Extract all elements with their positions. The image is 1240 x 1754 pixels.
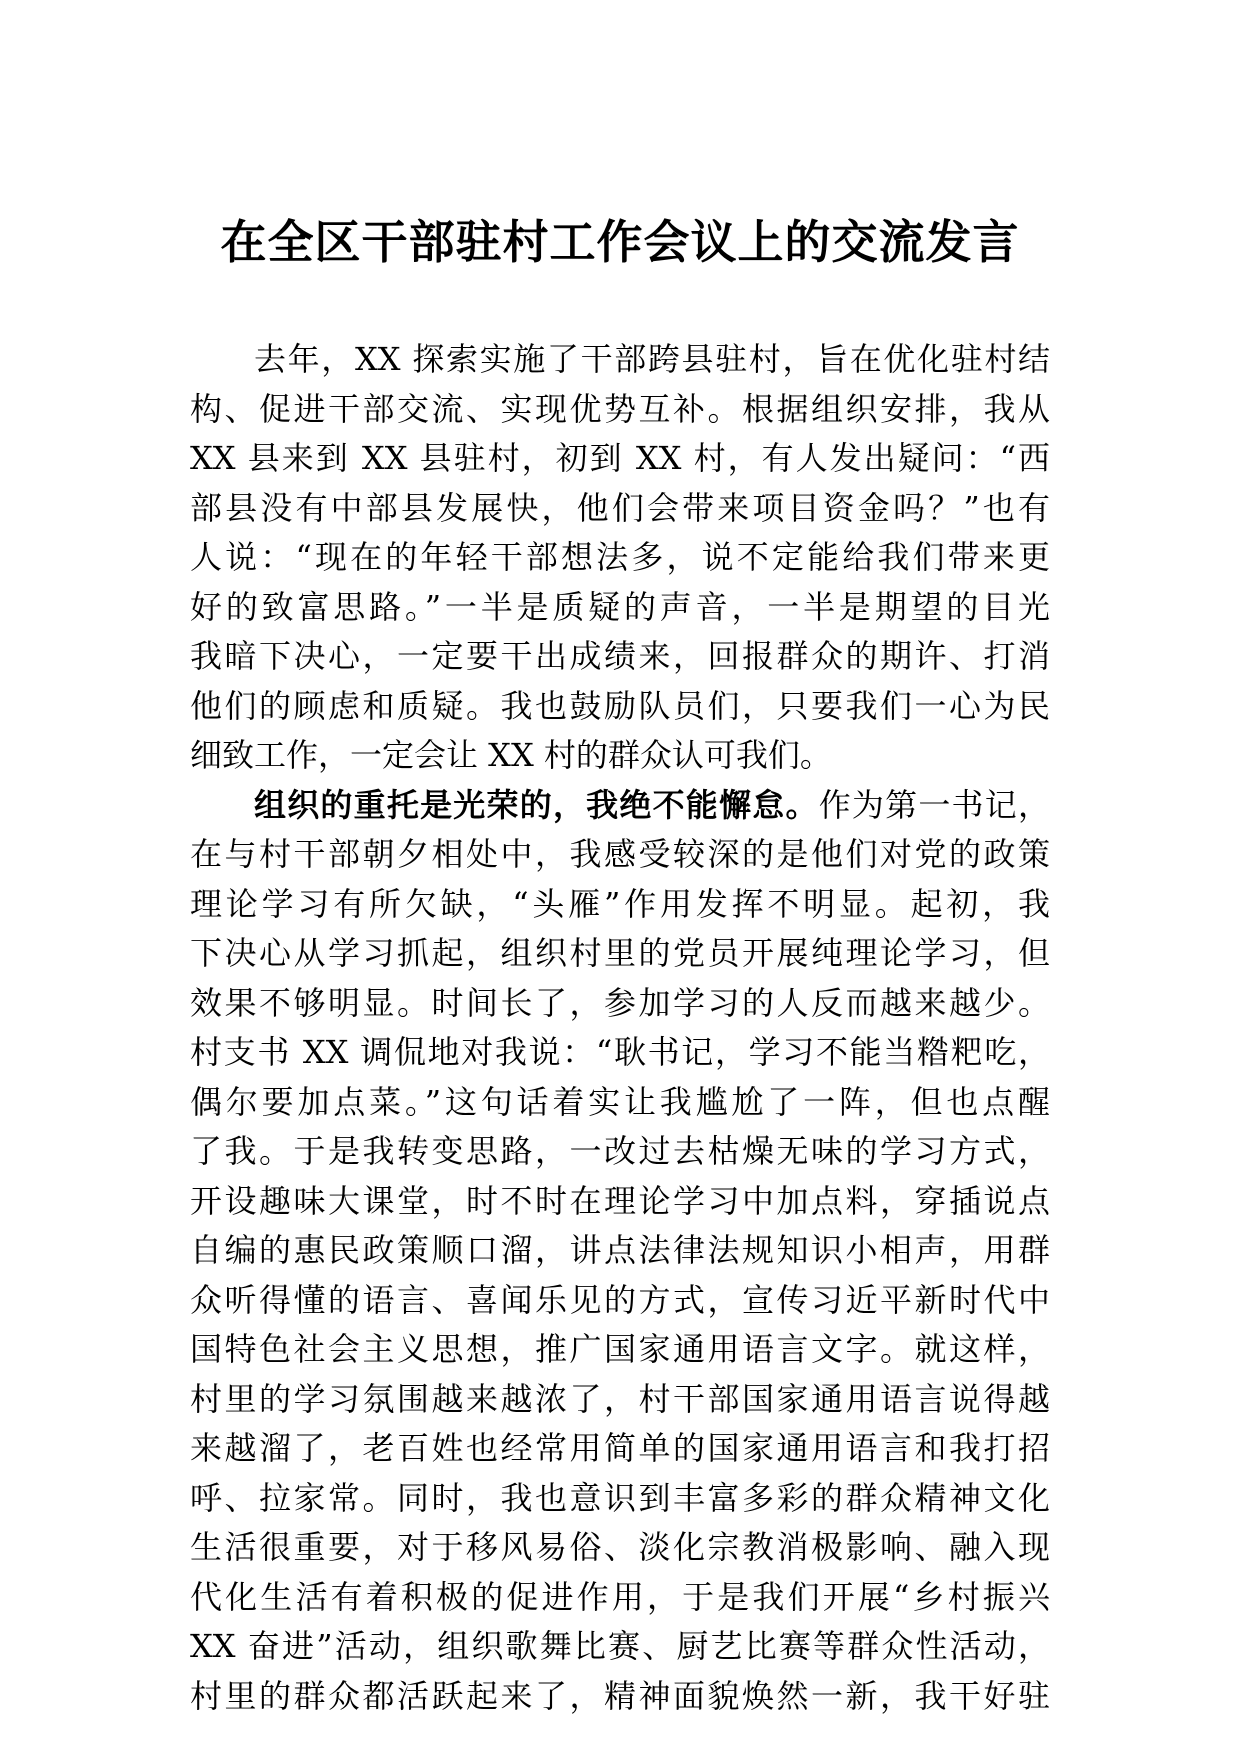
paragraph-line: 生活很重要，对于移风易俗、淡化宗教消极影响、融入现	[190, 1528, 1050, 1566]
document-title: 在全区干部驻村工作会议上的交流发言	[220, 215, 1020, 269]
paragraph-line: 国特色社会主义思想，推广国家通用语言文字。就这样，	[190, 1330, 1050, 1368]
document-body	[190, 335, 1050, 1721]
paragraph-1	[190, 335, 1050, 781]
paragraph-line: 人说：“现在的年轻干部想法多，说不定能给我们带来更	[190, 538, 1050, 576]
paragraph-line: 代化生活有着积极的促进作用，于是我们开展“乡村振兴	[190, 1577, 1050, 1616]
paragraph-line: 下决心从学习抓起，组织村里的党员开展纯理论学习，但	[190, 934, 1050, 972]
paragraph-line: 村里的学习氛围越来越浓了，村干部国家通用语言说得越	[190, 1379, 1050, 1418]
paragraph-line: 构、促进干部交流、实现优势互补。根据组织安排，我从	[190, 389, 1050, 428]
paragraph-line: 自编的惠民政策顺口溜，讲点法律法规知识小相声，用群	[190, 1231, 1050, 1269]
paragraph-first-line	[190, 781, 1050, 831]
paragraph-line: 来越溜了，老百姓也经常用简单的国家通用语言和我打招	[190, 1429, 1050, 1467]
paragraph-line: 了我。于是我转变思路，一改过去枯燥无味的学习方式，	[190, 1132, 1050, 1170]
paragraph-line: 偶尔要加点菜。”这句话着实让我尴尬了一阵，但也点醒	[190, 1082, 1050, 1121]
paragraph-line: 呼、拉家常。同时，我也意识到丰富多彩的群众精神文化	[190, 1478, 1050, 1517]
paragraph-line: 部县没有中部县发展快，他们会带来项目资金吗？”也有	[190, 488, 1050, 527]
paragraph-line: 好的致富思路。”一半是质疑的声音，一半是期望的目光	[190, 587, 1050, 626]
paragraph-line: 众听得懂的语言、喜闻乐见的方式，宣传习近平新时代中	[190, 1280, 1050, 1319]
paragraph-line: 村支书 XX 调侃地对我说：“耿书记，学习不能当糌粑吃，	[190, 1033, 1050, 1071]
paragraph-line: 村里的群众都活跃起来了，精神面貌焕然一新，我干好驻	[190, 1676, 1050, 1715]
paragraph-line: 细致工作，一定会让 XX 村的群众认可我们。	[190, 736, 832, 774]
paragraph-line: 开设趣味大课堂，时不时在理论学习中加点料，穿插说点	[190, 1181, 1050, 1220]
paragraph-line: 理论学习有所欠缺，“头雁”作用发挥不明显。起初，我	[190, 884, 1050, 923]
paragraph-line: XX 县来到 XX 县驻村，初到 XX 村，有人发出疑问：“西	[190, 439, 1050, 477]
paragraph-2	[190, 781, 1050, 1722]
paragraph-line: 在与村干部朝夕相处中，我感受较深的是他们对党的政策	[190, 835, 1050, 873]
paragraph-line: 效果不够明显。时间长了，参加学习的人反而越来越少。	[190, 983, 1050, 1022]
paragraph-heading-rest: 作为第一书记，	[818, 785, 1050, 824]
paragraph-line: 他们的顾虑和质疑。我也鼓励队员们，只要我们一心为民	[190, 686, 1050, 725]
paragraph-heading: 组织的重托是光荣的，我绝不能懈怠。	[254, 785, 819, 824]
paragraph-line: 去年，XX 探索实施了干部跨县驻村，旨在优化驻村结	[254, 340, 1050, 378]
paragraph-line: XX 奋进”活动，组织歌舞比赛、厨艺比赛等群众性活动，	[190, 1627, 1050, 1665]
paragraph-line: 我暗下决心，一定要干出成绩来，回报群众的期许、打消	[190, 637, 1050, 675]
